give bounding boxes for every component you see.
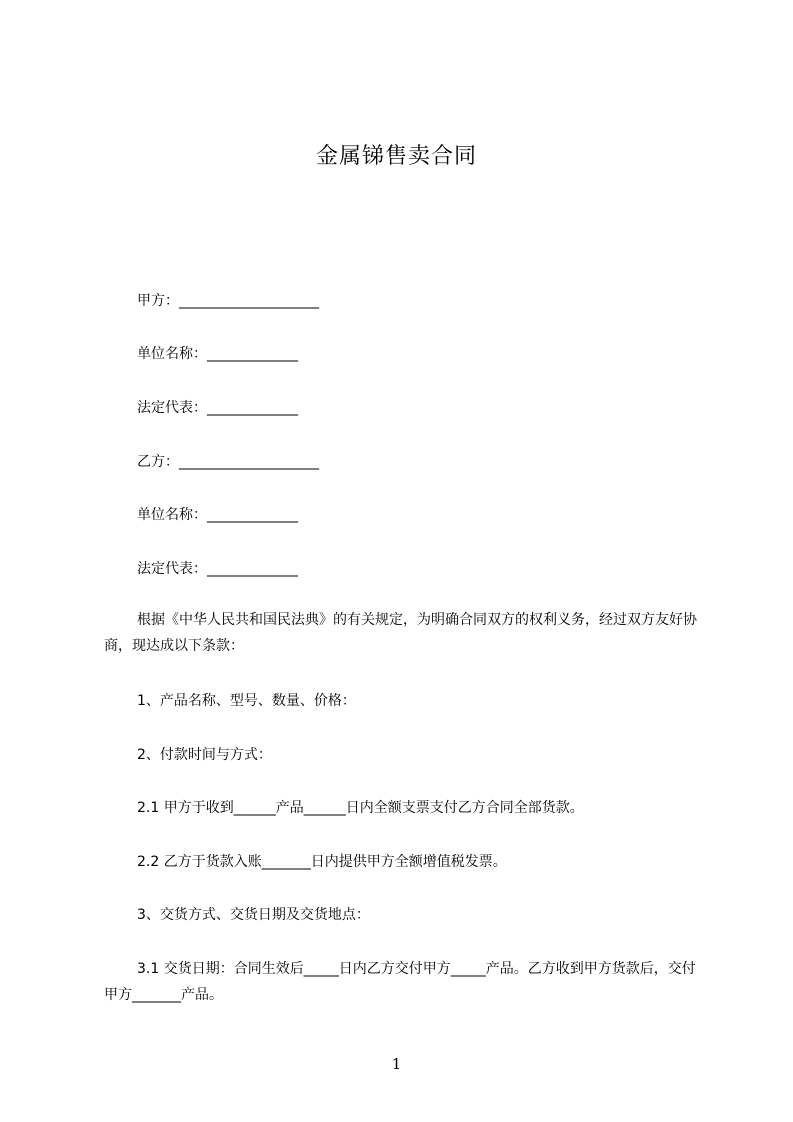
- clause-1: 1、产品名称、型号、数量、价格：: [137, 693, 356, 709]
- page-number: 1: [391, 1055, 402, 1073]
- party-a-legal-rep-field: 法定代表：_____________: [137, 400, 298, 416]
- party-a-field: 甲方：____________________: [137, 293, 319, 309]
- party-b-field: 乙方：____________________: [137, 454, 319, 470]
- party-a-unit-name-field: 单位名称：_____________: [137, 346, 298, 362]
- clause-2: 2、付款时间与方式：: [137, 747, 272, 763]
- clause-3: 3、交货方式、交货日期及交货地点：: [137, 907, 370, 923]
- party-b-unit-name-field: 单位名称：_____________: [137, 507, 298, 523]
- preamble-paragraph: 根据《中华人民共和国民法典》的有关规定，为明确合同双方的权利义务，经过双方友好协商，现达成以下条款：: [104, 612, 697, 654]
- party-b-legal-rep-field: 法定代表：_____________: [137, 561, 298, 577]
- clause-2-1: 2.1 甲方于收到______产品______日内全额支票支付乙方合同全部货款。: [137, 800, 584, 816]
- document-title: 金属锑售卖合同: [315, 144, 477, 169]
- clause-3-1-paragraph: 3.1 交货日期：合同生效后_____日内乙方交付甲方_____产品。乙方收到甲方货款后，交付甲方_______产品。: [104, 961, 696, 1003]
- clause-2-2: 2.2 乙方于货款入账_______日内提供甲方全额增值税发票。: [137, 854, 507, 870]
